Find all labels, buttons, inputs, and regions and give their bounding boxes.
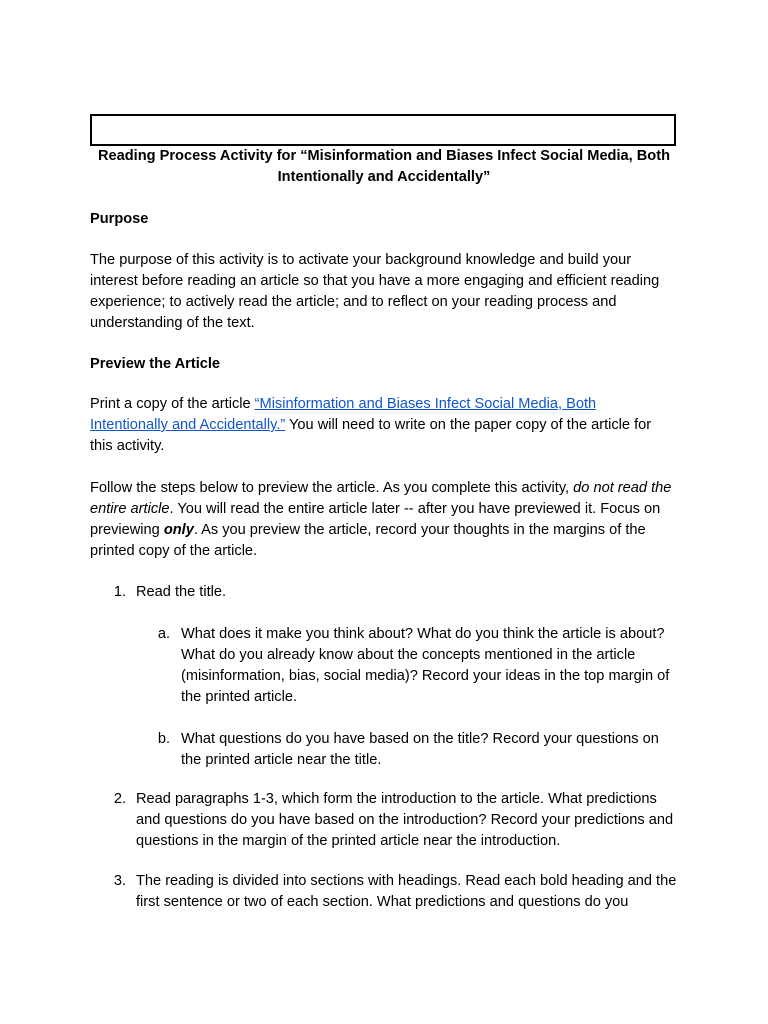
preview-intro-paragraph: [90, 394, 670, 457]
steps-text-2: . You will read the entire article later -- after you have previewed it. Focus on previewing: [90, 501, 661, 538]
purpose-paragraph: The purpose of this activity is to activate your background knowledge and build your interest before reading an article so that you have a more engaging and efficient reading experience; to actively read the article; and to reflect on your reading process and understanding of the text.: [90, 252, 660, 331]
steps-text-3: . As you preview the article, record your thoughts in the margins of the printed copy of the article.: [90, 522, 646, 559]
preview-heading: Preview the Article: [90, 356, 221, 372]
list-item-1a-letter: a.: [157, 626, 170, 642]
preview-steps-paragraph: [90, 478, 680, 562]
list-item-1b-text: What questions do you have based on the title? Record your questions on the printed article near the title.: [181, 731, 659, 768]
steps-text-1: Follow the steps below to preview the article. As you complete this activity,: [90, 480, 574, 496]
list-item-1-text: Read the title.: [136, 584, 227, 600]
list-item-1a-text: What does it make you think about? What do you think the article is about? What do you already know about the concepts mentioned in the article (misinformation, bias, social media)? Record your ideas in the top margin of the printed article.: [181, 626, 670, 705]
list-item-1b-letter: b.: [157, 731, 170, 747]
list-item-2-number: 2.: [113, 791, 126, 807]
steps-emphasis-1: do not read the entire article: [90, 480, 672, 517]
article-link[interactable]: “Misinformation and Biases Infect Social Media, Both Intentionally and Accidentally.”: [90, 396, 597, 433]
list-item-3-text: The reading is divided into sections with headings. Read each bold heading and the first sentence or two of each section. What predictions and questions do you: [136, 873, 677, 910]
purpose-heading: Purpose: [90, 211, 149, 227]
list-item-1-number: 1.: [113, 584, 126, 600]
list-item-2-text: Read paragraphs 1-3, which form the introduction to the article. What predictions and questions do you have based on the introduction? Record your predictions and questions in the margin of the printed article near the introduction.: [136, 791, 674, 849]
preview-intro-prefix: Print a copy of the article: [90, 396, 255, 412]
steps-emphasis-2: only: [163, 522, 194, 538]
list-item-3-number: 3.: [113, 873, 126, 889]
title-frame-box: [90, 114, 676, 146]
preview-intro-suffix: You will need to write on the paper copy of the article for this activity.: [90, 417, 652, 454]
document-title: Reading Process Activity for “Misinformation and Biases Infect Social Media, Both Intentionally and Accidentally”: [98, 148, 670, 185]
